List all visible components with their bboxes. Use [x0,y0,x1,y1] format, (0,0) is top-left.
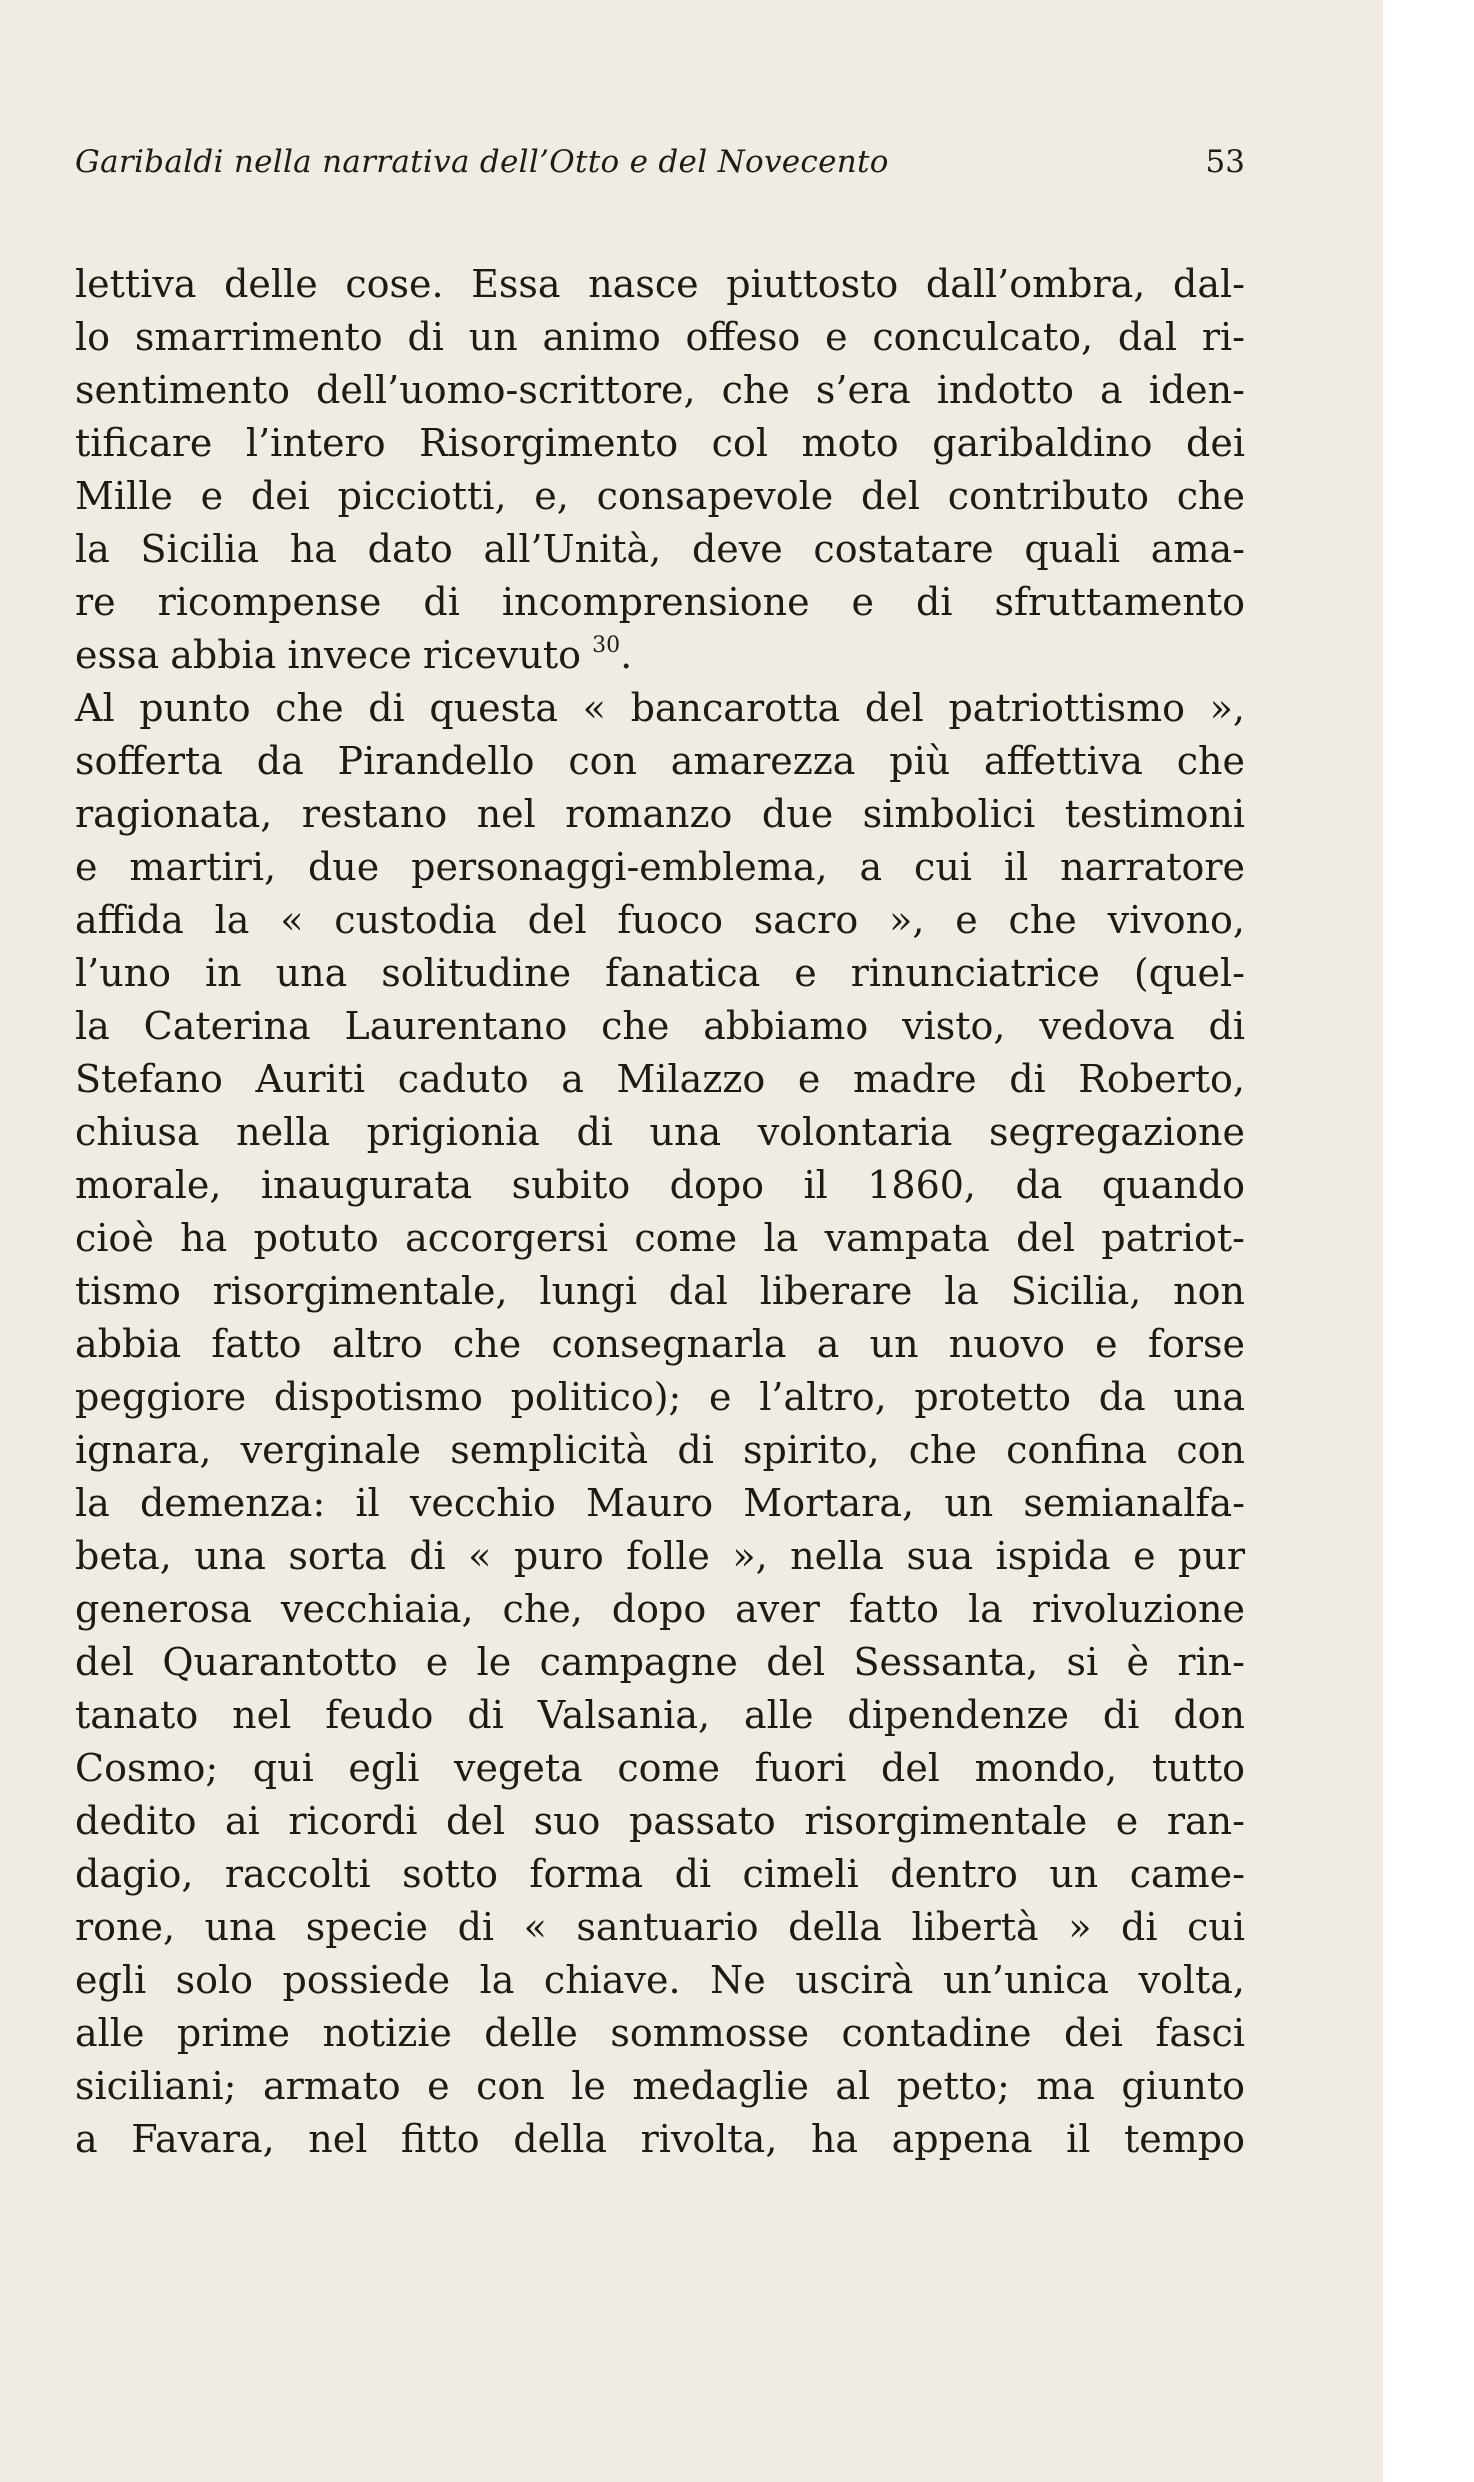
text-line: rone, una specie di « santuario della libertà » di cui [75,1905,1245,1949]
text-line: siciliani; armato e con le medaglie al petto; ma giunto [75,2064,1245,2108]
text-line-content: essa abbia invece ricevuto [75,633,582,677]
footnote-reference[interactable]: 30 [592,633,621,658]
text-line: sentimento dell’uomo-scrittore, che s’era indotto a iden- [75,368,1245,412]
text-line: la demenza: il vecchio Mauro Mortara, un semianalfa- [75,1481,1245,1525]
text-line: affida la « custodia del fuoco sacro », e che vivono, [75,898,1245,942]
text-line: la Sicilia ha dato all’Unità, deve costatare quali ama- [75,527,1245,571]
text-line: lettiva delle cose. Essa nasce piuttosto dall’ombra, dal- [75,262,1245,306]
text-line: ragionata, restano nel romanzo due simbolici testimoni [75,792,1245,836]
text-line: alle prime notizie delle sommosse contadine dei fasci [75,2011,1245,2055]
body-text [75,258,1245,2166]
text-line: Mille e dei picciotti, e, consapevole del contributo che [75,474,1245,518]
text-line: tificare l’intero Risorgimento col moto garibaldino dei [75,421,1245,465]
page-header [75,140,1245,190]
running-title: Garibaldi nella narrativa dell’Otto e del Novecento [75,144,889,180]
text-line: beta, una sorta di « puro folle », nella sua ispida e pur [75,1534,1245,1578]
text-line: tismo risorgimentale, lungi dal liberare la Sicilia, non [75,1269,1245,1313]
text-line: re ricompense di incomprensione e di sfruttamento [75,580,1245,624]
text-line: generosa vecchiaia, che, dopo aver fatto la rivoluzione [75,1587,1245,1631]
text-line: peggiore dispotismo politico); e l’altro, protetto da una [75,1375,1245,1419]
text-line: dagio, raccolti sotto forma di cimeli dentro un came- [75,1852,1245,1896]
text-line: lo smarrimento di un animo offeso e conculcato, dal ri- [75,315,1245,359]
text-line: tanato nel feudo di Valsania, alle dipendenze di don [75,1693,1245,1737]
text-line: a Favara, nel fitto della rivolta, ha appena il tempo [75,2117,1245,2161]
text-line: Stefano Auriti caduto a Milazzo e madre di Roberto, [75,1057,1245,1101]
text-line: del Quarantotto e le campagne del Sessanta, si è rin- [75,1640,1245,1684]
text-line: e martiri, due personaggi-emblema, a cui il narratore [75,845,1245,889]
text-line: egli solo possiede la chiave. Ne uscirà un’unica volta, [75,1958,1245,2002]
page-number: 53 [1205,144,1245,180]
text-line-paragraph-end [75,629,1245,682]
text-line: cioè ha potuto accorgersi come la vampata del patriot- [75,1216,1245,1260]
text-line: la Caterina Laurentano che abbiamo visto, vedova di [75,1004,1245,1048]
footnote-suffix: . [620,633,633,677]
text-line: Cosmo; qui egli vegeta come fuori del mondo, tutto [75,1746,1245,1790]
text-line: l’uno in una solitudine fanatica e rinunciatrice (quel- [75,951,1245,995]
text-line: dedito ai ricordi del suo passato risorgimentale e ran- [75,1799,1245,1843]
text-line: morale, inaugurata subito dopo il 1860, da quando [75,1163,1245,1207]
text-line: abbia fatto altro che consegnarla a un nuovo e forse [75,1322,1245,1366]
text-line: chiusa nella prigionia di una volontaria segregazione [75,1110,1245,1154]
text-line: ignara, verginale semplicità di spirito, che confina con [75,1428,1245,1472]
text-line: Al punto che di questa « bancarotta del patriottismo », [75,686,1245,730]
text-line: sofferta da Pirandello con amarezza più affettiva che [75,739,1245,783]
